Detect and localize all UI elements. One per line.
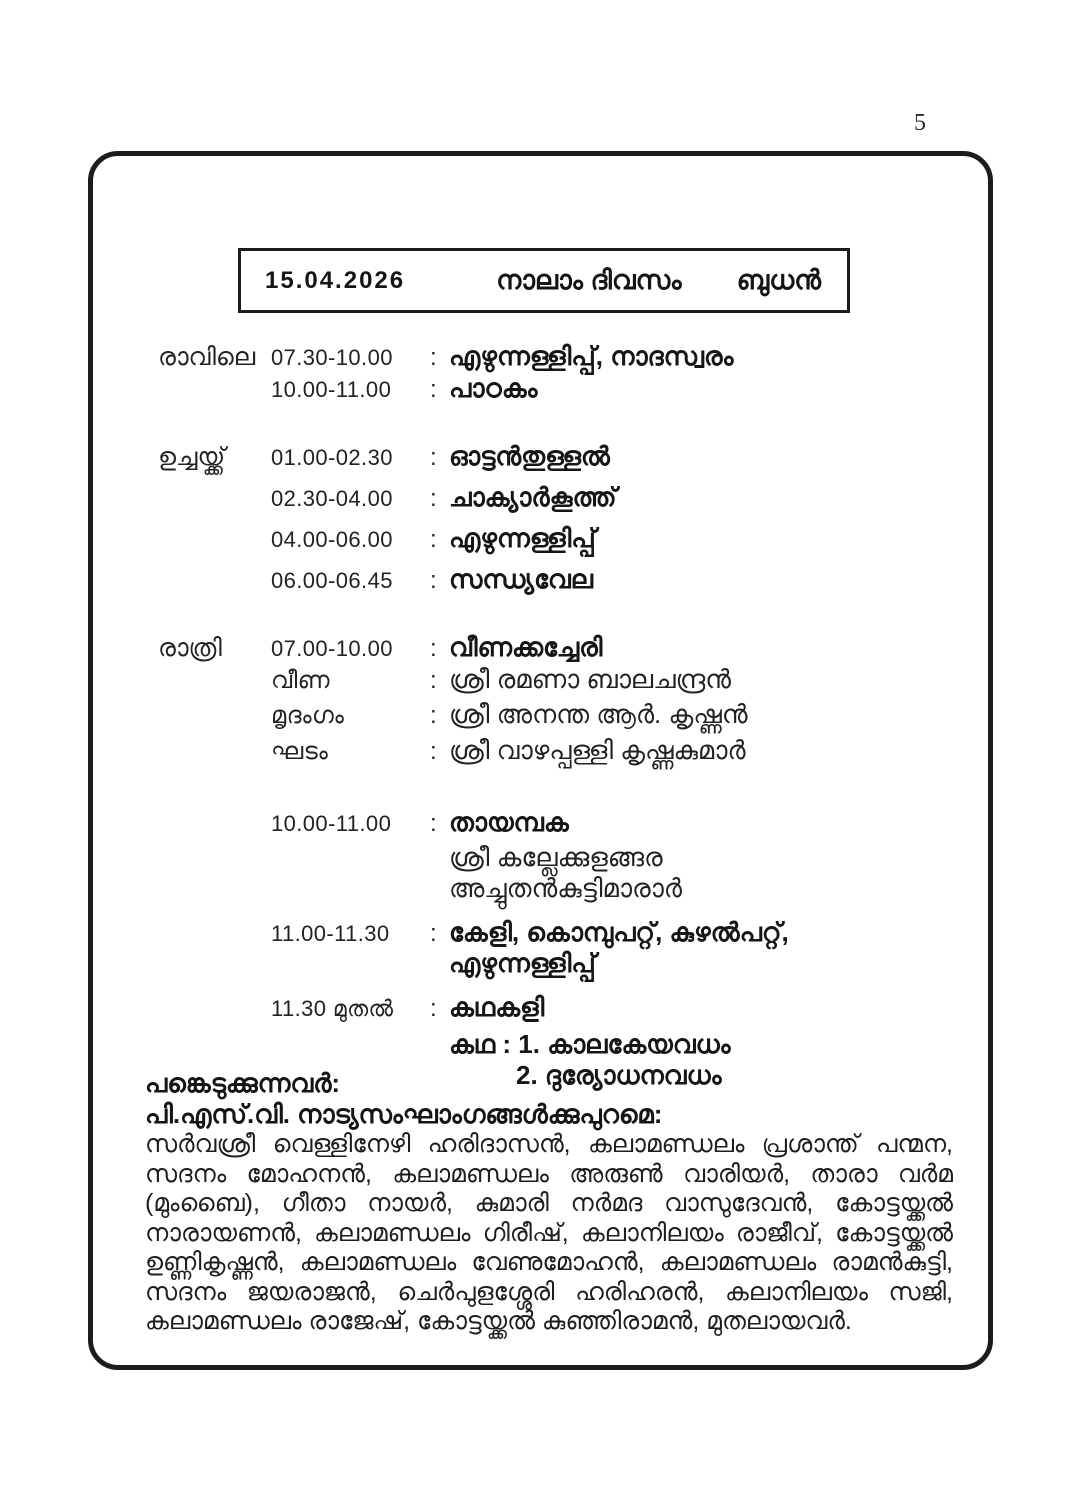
schedule-row xyxy=(158,1029,898,1060)
colon-separator: : xyxy=(430,526,437,553)
time-cell: 11.30 മുതൽ xyxy=(271,996,394,1021)
schedule-row xyxy=(158,735,898,767)
schedule-row xyxy=(158,482,898,514)
performer-name: ശ്രീ അനന്ത ആർ. കൃഷ്ണൻ xyxy=(449,699,748,729)
event-description: പാഠകം xyxy=(449,373,538,403)
event-description: തായമ്പക xyxy=(449,807,569,837)
time-cell: 01.00-02.30 xyxy=(271,445,393,470)
colon-separator: : xyxy=(430,920,437,947)
event-description: ഓട്ടൻതുള്ളൽ xyxy=(449,441,610,471)
time-cell: 02.30-04.00 xyxy=(271,486,393,511)
session-label: ഉച്ചയ്ക്ക് xyxy=(158,443,226,471)
participants-body: സർവശ്രീ വെള്ളിനേഴി ഹരിദാസൻ, കലാമണ്ഡലം പ്രശാന്ത് പന്മന, സദനം മോഹനൻ, കലാമണ്ഡലം അരുൺ വാരിയർ, താരാ വർമ (മുംബൈ), ഗീതാ നായർ, കുമാരി നർമദ വാസുദേവൻ, കോട്ടയ്ക്കൽ നാരായണൻ, കലാമണ്ഡലം ഗിരീഷ്, കലാനിലയം രാജീവ്, കോട്ടയ്ക്കൽ ഉണ്ണികൃഷ്ണൻ, കലാമണ്ഡലം വേണുമോഹൻ, കലാമണ്ഡലം രാമൻകുട്ടി, സദനം ജയരാജൻ, ചെർപുളശ്ശേരി ഹരിഹരൻ, കലാനിലയം സജി, കലാമണ്ഡലം രാജേഷ്, കോട്ടയ്ക്കൽ കുഞ്ഞിരാമൻ, മുതലായവർ. xyxy=(145,1130,953,1335)
schedule-row xyxy=(158,564,898,596)
schedule-row xyxy=(158,341,898,373)
colon-separator: : xyxy=(430,702,437,729)
time-cell: 07.30-10.00 xyxy=(271,345,393,370)
schedule-row xyxy=(158,664,898,696)
instrument-label: വീണ xyxy=(271,667,330,694)
header-date: 15.04.2026 xyxy=(265,266,406,294)
story-item: കഥ : 1. കാലകേയവധം xyxy=(449,1029,731,1059)
colon-separator: : xyxy=(430,667,437,694)
header-weekday: ബുധൻ xyxy=(736,264,821,295)
colon-separator: : xyxy=(430,567,437,594)
event-description: എഴുന്നള്ളിപ്പ്, നാദസ്വരം xyxy=(449,341,734,371)
day-header-box xyxy=(238,248,850,313)
performer-name: ശ്രീ വാഴപ്പള്ളി കൃഷ്ണകുമാർ xyxy=(449,735,746,765)
performer-name: ശ്രീ രമണാ ബാലചന്ദ്രൻ xyxy=(449,664,731,694)
colon-separator: : xyxy=(430,485,437,512)
colon-separator: : xyxy=(430,635,437,662)
colon-separator: : xyxy=(430,344,437,371)
event-description: എഴുന്നള്ളിപ്പ് xyxy=(449,523,596,553)
schedule-row xyxy=(158,441,898,473)
colon-separator: : xyxy=(430,810,437,837)
time-cell: 06.00-06.45 xyxy=(271,568,393,593)
performer-name: ശ്രീ കല്ലേക്കുളങ്ങര അച്ചുതൻകുട്ടിമാരാർ xyxy=(449,842,682,903)
schedule-row xyxy=(158,523,898,555)
event-description: ചാക്യാർകൂത്ത് xyxy=(449,482,617,512)
session-label: രാത്രി xyxy=(158,634,222,662)
time-cell: 11.00-11.30 xyxy=(271,921,390,946)
page-border-frame xyxy=(88,151,993,1370)
participants-subheading: പി.എസ്.വി. നാട്യസംഘാംഗങ്ങൾക്കുപുറമെ: xyxy=(145,1099,663,1129)
schedule-row xyxy=(158,992,898,1024)
session-label: രാവിലെ xyxy=(158,343,256,371)
page-number: 5 xyxy=(914,110,926,136)
participants-heading: പങ്കെടുക്കുന്നവർ: xyxy=(145,1068,341,1098)
event-description: വീണക്കച്ചേരി xyxy=(449,632,603,662)
event-description: സന്ധ്യവേല xyxy=(449,564,593,594)
colon-separator: : xyxy=(430,995,437,1022)
schedule-row xyxy=(158,699,898,731)
colon-separator: : xyxy=(430,376,437,403)
instrument-label: ഘടം xyxy=(271,738,329,765)
participants-section xyxy=(145,1068,953,1337)
time-cell: 10.00-11.00 xyxy=(271,377,392,402)
schedule-row xyxy=(158,842,898,904)
schedule-table xyxy=(158,341,898,1091)
colon-separator: : xyxy=(430,444,437,471)
instrument-label: മൃദംഗം xyxy=(271,702,345,729)
schedule-row xyxy=(158,917,898,979)
time-cell: 04.00-06.00 xyxy=(271,527,393,552)
header-day-title: നാലാം ദിവസം xyxy=(496,264,682,295)
colon-separator: : xyxy=(430,738,437,765)
schedule-row xyxy=(158,807,898,839)
schedule-row xyxy=(158,373,898,405)
time-cell: 10.00-11.00 xyxy=(271,811,392,836)
time-cell: 07.00-10.00 xyxy=(271,636,393,661)
story-item: 2. ദുര്യോധനവധം xyxy=(516,1060,722,1090)
event-description: കഥകളി xyxy=(449,992,545,1022)
schedule-row xyxy=(158,632,898,664)
event-description: കേളി, കൊമ്പുപറ്റ്, കുഴൽപറ്റ്, എഴുന്നള്ളിപ്പ് xyxy=(449,917,789,978)
